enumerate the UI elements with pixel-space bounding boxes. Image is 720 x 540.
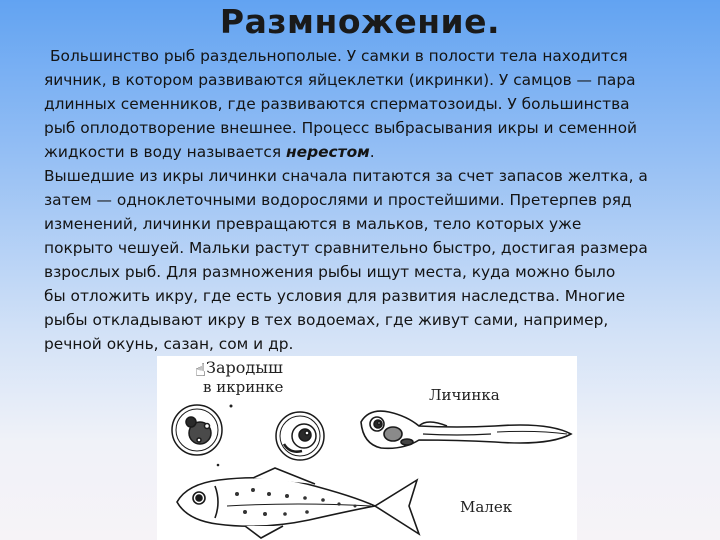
larva-drawing (361, 411, 571, 448)
text-line-3: длинных семенников, где развиваются сперматозоиды. У большинства (44, 95, 630, 113)
egg-embryo-1 (172, 405, 222, 455)
term-spawning: нерестом (286, 143, 370, 161)
embryo-label-line-2: в икринке (203, 378, 284, 396)
fish-development-figure (157, 356, 577, 540)
text-line-5-start: жидкости в воду называется (44, 143, 287, 161)
body-text (44, 44, 704, 356)
text-line-11: бы отложить икру, где есть условия для развития наследства. Многие (44, 287, 626, 305)
text-line-10: взрослых рыб. Для размножения рыбы ищут места, куда можно было (44, 263, 616, 281)
slide-title: Размножение. (219, 2, 501, 41)
scattered-dots (217, 405, 233, 467)
text-line-7: затем — одноклеточными водорослями и простейшими. Претерпев ряд (44, 191, 632, 209)
text-line-2: яичник, в котором развиваются яйцеклетки (икринки). У самцов — пара (44, 71, 636, 89)
text-line-12: рыбы откладывают икру в тех водоемах, где живут сами, например, (44, 311, 609, 329)
larva-label: Личинка (429, 386, 500, 404)
egg-embryo-2 (276, 412, 324, 460)
text-line-8: изменений, личинки превращаются в мальков, тело которых уже (44, 215, 582, 233)
text-line-13: речной окунь, сазан, сом и др. (44, 335, 294, 353)
text-line-5 (44, 140, 704, 164)
fry-label: Малек (460, 498, 513, 516)
text-line-5-end: . (369, 143, 375, 161)
fry-drawing (177, 468, 419, 538)
text-line-6: Вышедшие из икры личинки сначала питаются за счет запасов желтка, а (44, 167, 648, 185)
text-line-9: покрыто чешуей. Мальки растут сравнительно быстро, достигая размера (44, 239, 648, 257)
text-line-4: рыб оплодотворение внешнее. Процесс выбрасывания икры и семенной (44, 119, 638, 137)
text-line-1: Большинство рыб раздельнополые. У самки в полости тела находится (50, 47, 628, 65)
pointing-hand-icon: ☝ (195, 360, 206, 381)
embryo-label-line-1: Зародыш (206, 358, 283, 377)
